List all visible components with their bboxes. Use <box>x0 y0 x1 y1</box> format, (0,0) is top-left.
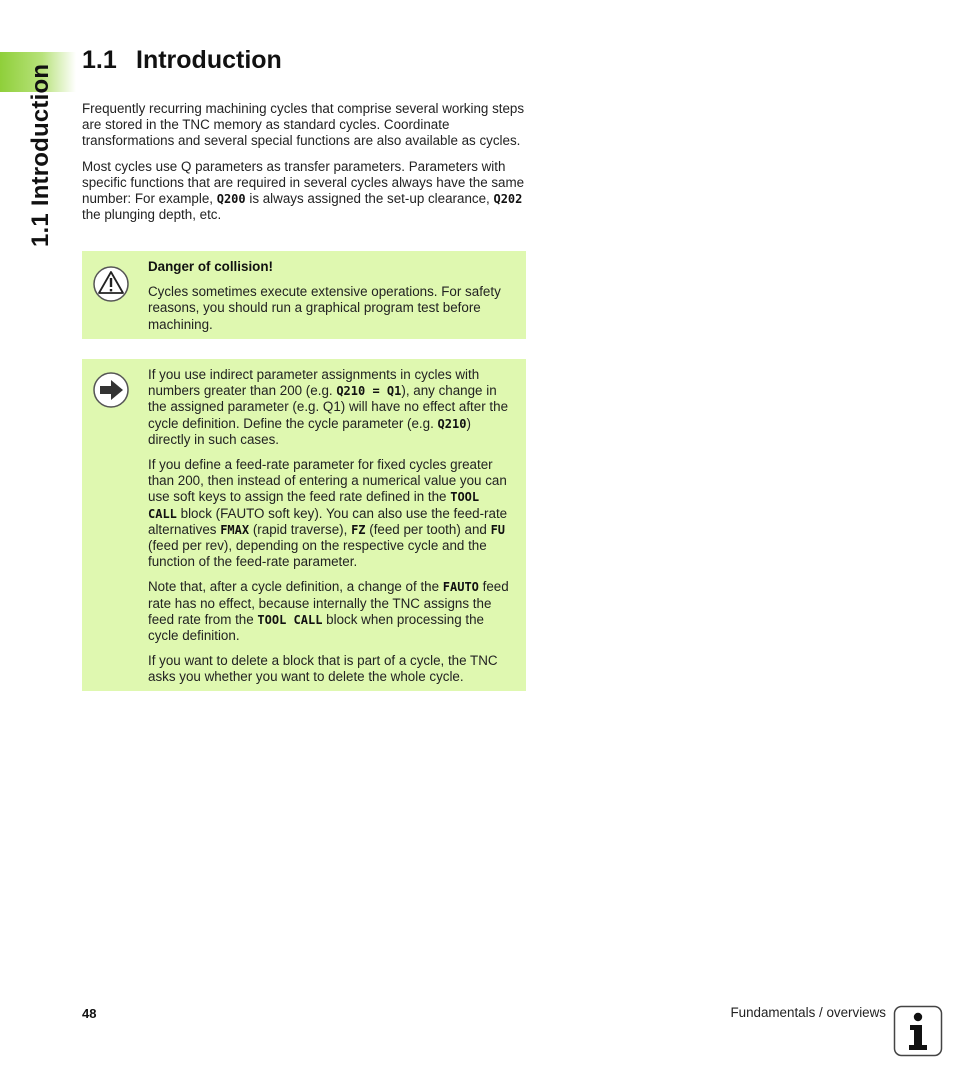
intro-paragraph-2 <box>82 159 526 224</box>
section-title: Introduction <box>136 46 282 74</box>
note-p3-text-b: feed rate has no effect, because internally the TNC assigns the feed rate from the <box>148 579 509 627</box>
info-note-box <box>82 359 526 691</box>
code-fu: FU <box>490 522 506 537</box>
note-p3-text-c: block when processing the cycle definition. <box>148 611 484 644</box>
warning-triangle-icon <box>92 265 130 303</box>
code-fmax: FMAX <box>220 522 250 537</box>
code-tool-call: TOOL CALL <box>148 490 480 521</box>
intro-text <box>82 101 526 232</box>
chapter-side-label <box>28 52 54 247</box>
section-heading <box>82 46 282 75</box>
warning-heading: Danger of collision! <box>148 259 273 274</box>
code-fauto: FAUTO <box>442 580 479 595</box>
note-p2-text-c: (rapid traverse), <box>249 521 352 537</box>
intro-p2-text-b: is always assigned the set-up clearance, <box>245 191 494 207</box>
note-paragraph-4: If you want to delete a block that is part of a cycle, the TNC asks you whether you want to delete the whole cycle. <box>148 653 498 685</box>
note-p2-text-e: (feed per rev), depending on the respective cycle and the function of the feed-rate parameter. <box>148 538 487 570</box>
chapter-side-label-text: 1.1 Introduction <box>27 63 54 247</box>
note-paragraph-2 <box>148 457 514 570</box>
info-icon <box>893 1005 943 1057</box>
code-tool-call-2: TOOL CALL <box>257 612 323 627</box>
warning-box <box>82 251 526 339</box>
page-number: 48 <box>82 1006 97 1021</box>
note-p1-text-a: If you use indirect parameter assignments in cycles with numbers greater than 200 (e.g. <box>148 367 480 399</box>
section-number: 1.1 <box>82 46 117 74</box>
code-q210: Q210 <box>437 416 467 431</box>
code-q200: Q200 <box>216 192 246 207</box>
note-p2-text-b: block (FAUTO soft key). You can also use the feed-rate alternatives <box>148 505 508 537</box>
footer-chapter-title: Fundamentals / overviews <box>730 1005 886 1020</box>
note-p2-text-d: (feed per tooth) and <box>365 521 491 537</box>
intro-p2-text-a: Most cycles use Q parameters as transfer parameters. Parameters with specific functions that are required in several cycles always have the same number: For example, <box>82 158 525 207</box>
note-paragraph-3 <box>148 579 514 644</box>
arrow-right-circle-icon <box>92 371 130 409</box>
warning-text: Cycles sometimes execute extensive operations. For safety reasons, you should run a graphical program test before machining. <box>148 284 501 332</box>
code-q210-q1: Q210 = Q1 <box>336 384 402 399</box>
intro-p2-text-c: the plunging depth, etc. <box>82 207 222 223</box>
note-p1-text-b: ), any change in the assigned parameter (e.g. Q1) will have no effect after the cycle definition. Define the cycle parameter (e.g. <box>148 383 509 431</box>
code-q202: Q202 <box>493 192 523 207</box>
note-p2-text-a: If you define a feed-rate parameter for fixed cycles greater than 200, then instead of entering a numerical value you can use soft keys to assign the feed rate defined in the <box>148 457 507 505</box>
note-p1-text-c: ) directly in such cases. <box>148 415 471 447</box>
note-p3-text-a: Note that, after a cycle definition, a change of the <box>148 579 443 595</box>
note-paragraph-1 <box>148 367 514 448</box>
code-fz: FZ <box>351 522 366 537</box>
intro-paragraph-1: Frequently recurring machining cycles that comprise several working steps are stored in the TNC memory as standard cycles. Coordinate transformations and several special functions are also available as cycles. <box>82 101 525 149</box>
